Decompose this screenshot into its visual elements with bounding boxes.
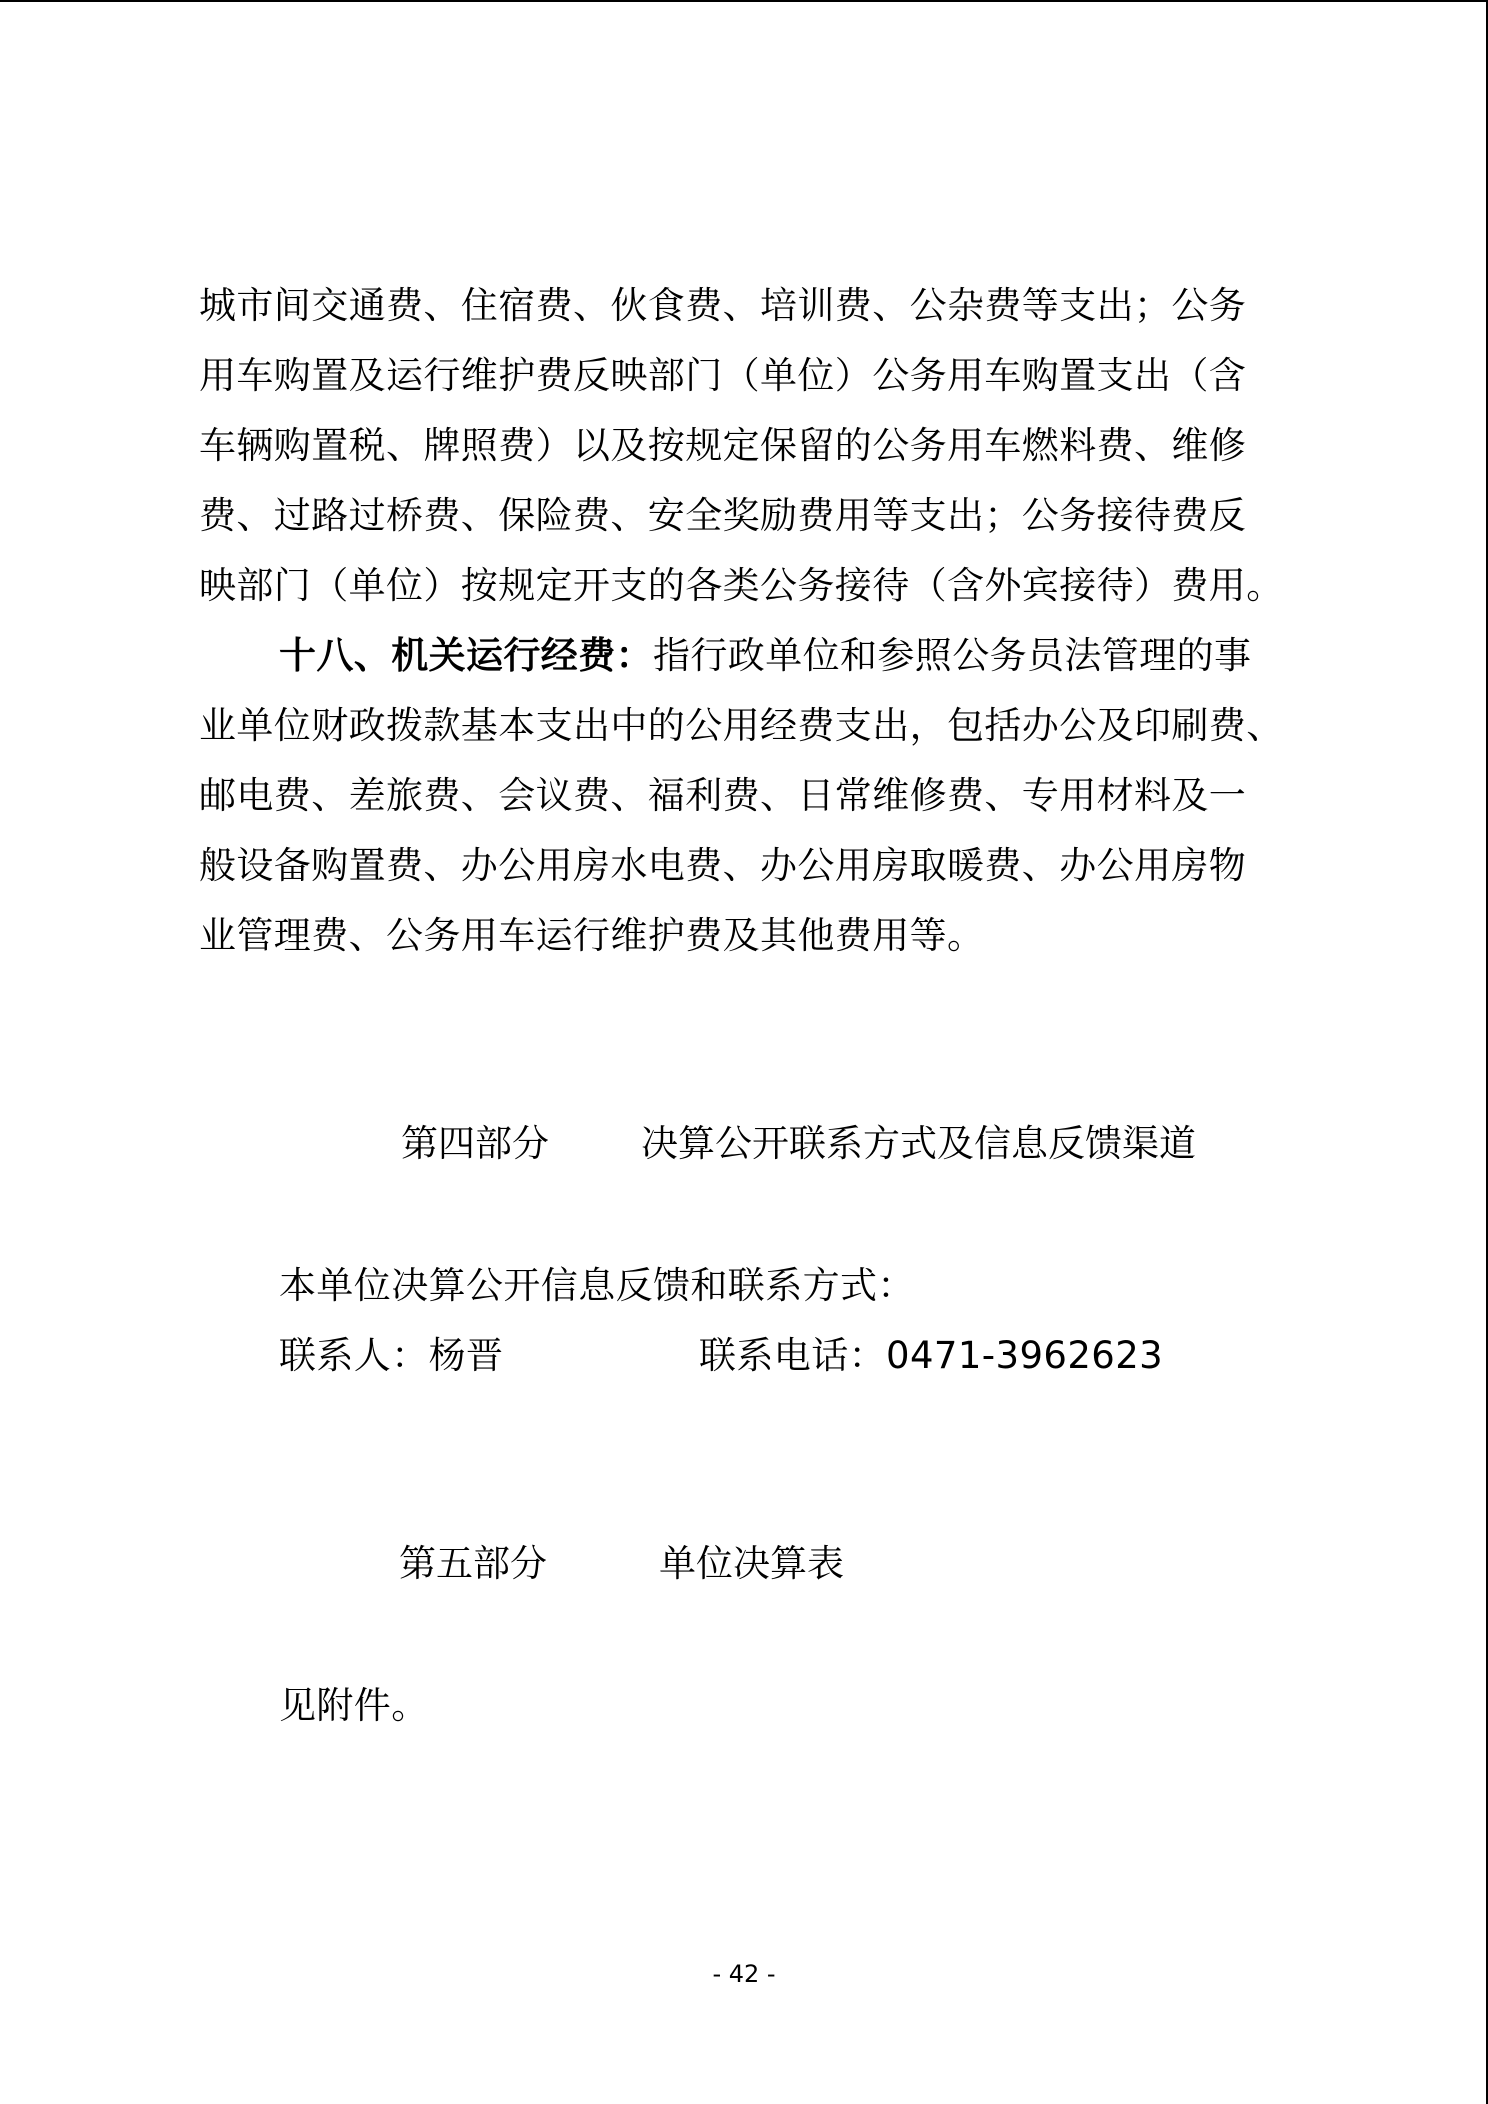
contact-phone: 联系电话：0471-3962623 — [699, 1334, 1164, 1377]
term-heading: 十八、机关运行经费： — [279, 634, 653, 677]
paragraph-1-line-4: 费、过路过桥费、保险费、安全奖励费用等支出；公务接待费反 — [199, 494, 1247, 537]
paragraph-2-line-3: 邮电费、差旅费、会议费、福利费、日常维修费、专用材料及一 — [199, 774, 1247, 817]
attachment-note: 见附件。 — [279, 1684, 429, 1727]
section-5-title: 单位决算表 — [659, 1542, 844, 1585]
paragraph-1-line-5: 映部门（单位）按规定开支的各类公务接待（含外宾接待）费用。 — [199, 564, 1284, 607]
section-4-part-label: 第四部分 — [401, 1122, 549, 1165]
term-definition-start: 指行政单位和参照公务员法管理的事 — [653, 634, 1252, 677]
section-5-part-label: 第五部分 — [399, 1542, 547, 1585]
paragraph-2-line-5: 业管理费、公务用车运行维护费及其他费用等。 — [199, 914, 985, 957]
contact-intro: 本单位决算公开信息反馈和联系方式： — [279, 1264, 915, 1307]
paragraph-1-line-2: 用车购置及运行维护费反映部门（单位）公务用车购置支出（含 — [199, 354, 1247, 397]
paragraph-1-line-1: 城市间交通费、住宿费、伙食费、培训费、公杂费等支出；公务 — [199, 284, 1247, 327]
paragraph-2-line-4: 般设备购置费、办公用房水电费、办公用房取暖费、办公用房物 — [199, 844, 1247, 887]
paragraph-1-line-3: 车辆购置税、牌照费）以及按规定保留的公务用车燃料费、维修 — [199, 424, 1247, 467]
paragraph-2-line-2: 业单位财政拨款基本支出中的公用经费支出，包括办公及印刷费、 — [199, 704, 1284, 747]
paragraph-2-line-1 — [279, 631, 1251, 681]
page-border-top — [0, 0, 1488, 2]
section-4-title: 决算公开联系方式及信息反馈渠道 — [641, 1122, 1196, 1165]
page-number: - 42 - — [712, 1960, 776, 1988]
contact-person: 联系人：杨晋 — [279, 1334, 504, 1377]
